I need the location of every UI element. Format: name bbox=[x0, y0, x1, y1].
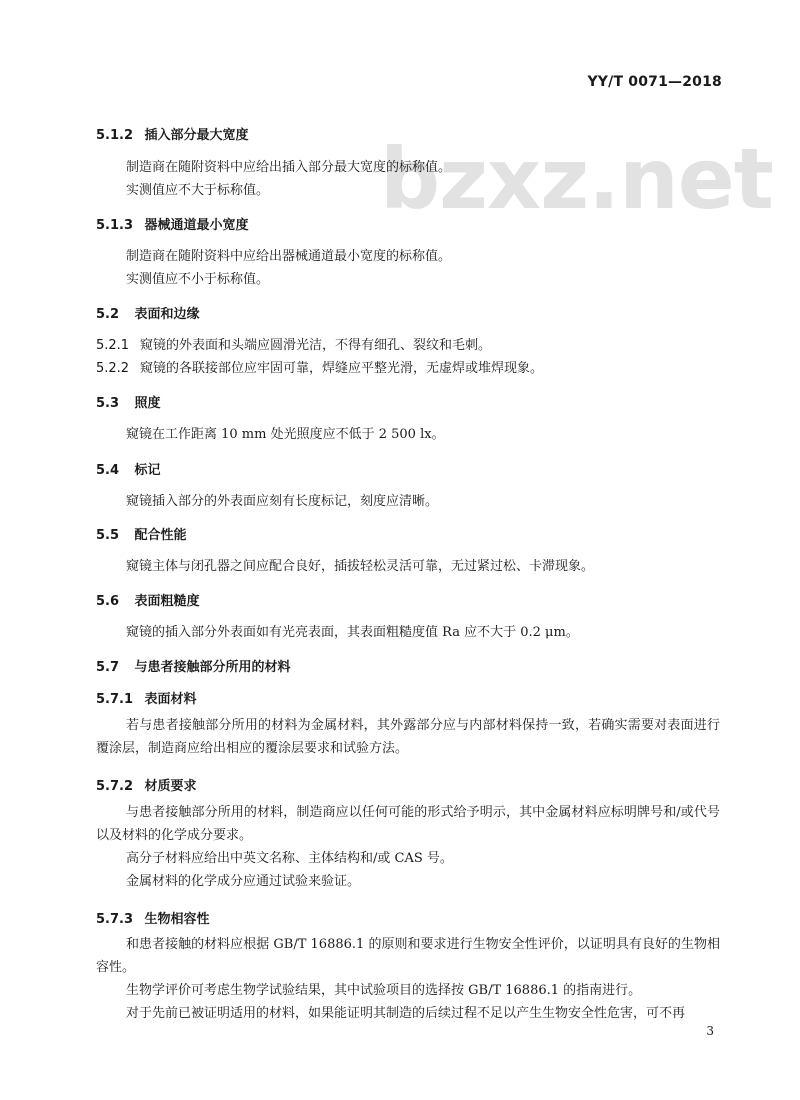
section-title: 器械通道最小宽度 bbox=[144, 218, 249, 233]
paragraph: 若与患者接触部分所用的材料为金属材料，其外露部分应与内部材料保持一致，若确实需要对表面进行覆涂层，制造商应给出相应的覆涂层要求和试验方法。 bbox=[96, 718, 720, 756]
section-title: 插入部分最大宽度 bbox=[144, 128, 249, 143]
section-title: 表面材料 bbox=[144, 692, 197, 707]
paragraph: 与患者接触部分所用的材料，制造商应以任何可能的形式给予明示，其中金属材料应标明牌号和/或代号以及材料的化学成分要求。 bbox=[96, 805, 720, 843]
standard-code-header: YY/T 0071—2018 bbox=[587, 74, 722, 90]
section-number: 5.1.2 bbox=[96, 128, 134, 143]
paragraph: 窥镜主体与闭孔器之间应配合良好，插拔轻松灵活可靠，无过紧过松、卡滞现象。 bbox=[126, 559, 595, 574]
section-heading-5-7-1 bbox=[96, 688, 197, 707]
clause-text: 窥镜的各联接部位应牢固可靠，焊缝应平整光滑，无虚焊或堆焊现象。 bbox=[140, 361, 544, 376]
section-heading-5-4 bbox=[96, 459, 161, 478]
section-title: 表面和边缘 bbox=[134, 307, 200, 322]
section-heading-5-1-2 bbox=[96, 124, 249, 143]
clause-text: 窥镜的外表面和头端应圆滑光洁，不得有细孔、裂纹和毛刺。 bbox=[140, 338, 492, 353]
clause-number: 5.2.1 bbox=[96, 338, 130, 353]
section-heading-5-7 bbox=[96, 656, 291, 675]
section-heading-5-7-3 bbox=[96, 908, 210, 927]
paragraph: 实测值应不大于标称值。 bbox=[126, 183, 270, 198]
clause-5-2-2 bbox=[96, 357, 543, 376]
page-number: 3 bbox=[706, 1024, 714, 1038]
section-title: 配合性能 bbox=[134, 528, 187, 543]
section-title: 生物相容性 bbox=[144, 912, 210, 927]
paragraph: 制造商在随附资料中应给出器械通道最小宽度的标称值。 bbox=[126, 249, 452, 264]
section-heading-5-1-3 bbox=[96, 214, 249, 233]
section-number: 5.7.1 bbox=[96, 692, 134, 707]
paragraph: 制造商在随附资料中应给出插入部分最大宽度的标称值。 bbox=[126, 160, 452, 175]
paragraph: 窥镜的插入部分外表面如有光亮表面，其表面粗糙度值 Ra 应不大于 0.2 μm。 bbox=[126, 625, 579, 640]
section-heading-5-7-2 bbox=[96, 775, 197, 794]
paragraph: 高分子材料应给出中英文名称、主体结构和/或 CAS 号。 bbox=[126, 851, 453, 866]
section-number: 5.7.2 bbox=[96, 779, 134, 794]
paragraph: 金属材料的化学成分应通过试验来验证。 bbox=[126, 874, 361, 889]
section-number: 5.1.3 bbox=[96, 218, 134, 233]
section-number: 5.6 bbox=[96, 594, 120, 609]
site-watermark: bzxz.net bbox=[380, 130, 773, 228]
section-title: 材质要求 bbox=[144, 779, 197, 794]
section-title: 表面粗糙度 bbox=[134, 594, 200, 609]
section-title: 照度 bbox=[134, 396, 161, 411]
section-heading-5-2 bbox=[96, 303, 200, 322]
section-number: 5.5 bbox=[96, 528, 120, 543]
section-number: 5.7 bbox=[96, 660, 120, 675]
paragraph: 窥镜在工作距离 10 mm 处光照度应不低于 2 500 lx。 bbox=[126, 427, 445, 442]
section-title: 标记 bbox=[134, 463, 161, 478]
section-number: 5.2 bbox=[96, 307, 120, 322]
section-number: 5.7.3 bbox=[96, 912, 134, 927]
section-title: 与患者接触部分所用的材料 bbox=[134, 660, 291, 675]
paragraph: 对于先前已被证明适用的材料，如果能证明其制造的后续过程不足以产生生物安全性危害，可不再 bbox=[126, 1006, 686, 1021]
paragraph: 和患者接触的材料应根据 GB/T 16886.1 的原则和要求进行生物安全性评价，以证明具有良好的生物相容性。 bbox=[96, 937, 720, 975]
paragraph: 实测值应不小于标称值。 bbox=[126, 272, 270, 287]
section-heading-5-5 bbox=[96, 524, 187, 543]
paragraph: 生物学评价可考虑生物学试验结果，其中试验项目的选择按 GB/T 16886.1 的指南进行。 bbox=[126, 983, 642, 998]
clause-number: 5.2.2 bbox=[96, 361, 130, 376]
section-heading-5-3 bbox=[96, 392, 161, 411]
clause-5-2-1 bbox=[96, 334, 491, 353]
section-heading-5-6 bbox=[96, 590, 200, 609]
section-number: 5.3 bbox=[96, 396, 120, 411]
section-number: 5.4 bbox=[96, 463, 120, 478]
paragraph: 窥镜插入部分的外表面应刻有长度标记，刻度应清晰。 bbox=[126, 494, 439, 509]
